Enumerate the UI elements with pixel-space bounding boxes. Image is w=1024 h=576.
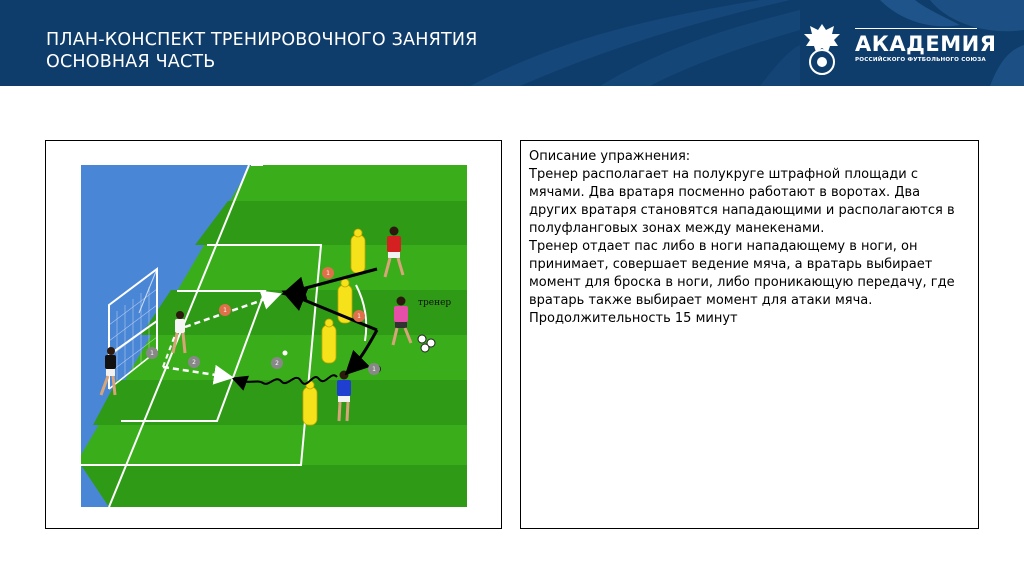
exercise-description-panel [520, 140, 979, 529]
description-paragraph-2: Тренер отдает пас либо в ноги нападающему в ноги, он принимает, совершает ведение мяча, а вратарь выбирает момент для броска в ноги, либо проникающую передачу, где вратарь также выбирает момент для атаки мяча. [529, 239, 955, 308]
logo-subtext: РОССИЙСКОГО ФУТБОЛЬНОГО СОЮЗА [855, 57, 986, 63]
title-line-2: ОСНОВНАЯ ЧАСТЬ [46, 52, 216, 72]
title-line-1: ПЛАН-КОНСПЕКТ ТРЕНИРОВОЧНОГО ЗАНЯТИЯ [46, 30, 478, 50]
marker-label: 1 [357, 313, 361, 320]
marker-label: 2 [192, 359, 196, 366]
header-banner [0, 0, 1024, 86]
marker-label: 1 [223, 307, 227, 314]
page-title [46, 29, 477, 73]
logo-divider [855, 28, 977, 29]
double-headed-eagle-emblem-icon [800, 20, 844, 78]
marker-label: 1 [326, 270, 330, 277]
description-duration: Продолжительность 15 минут [529, 311, 738, 326]
description-paragraph-1: Тренер располагает на полукруге штрафной площади с мячами. Два вратаря посменно работают в воротах. Два других вратаря становятся нападающими и располагаются в полуфланговых зонах между манекенами. [529, 167, 955, 236]
marker-label: 1 [150, 350, 154, 357]
coach-label: тренер [418, 298, 452, 308]
marker-label: 1 [372, 366, 376, 373]
description-heading: Описание упражнения: [529, 149, 691, 164]
training-field-diagram [81, 165, 467, 507]
marker-label: 2 [275, 360, 279, 367]
logo-text: АКАДЕМИЯ [855, 32, 997, 56]
